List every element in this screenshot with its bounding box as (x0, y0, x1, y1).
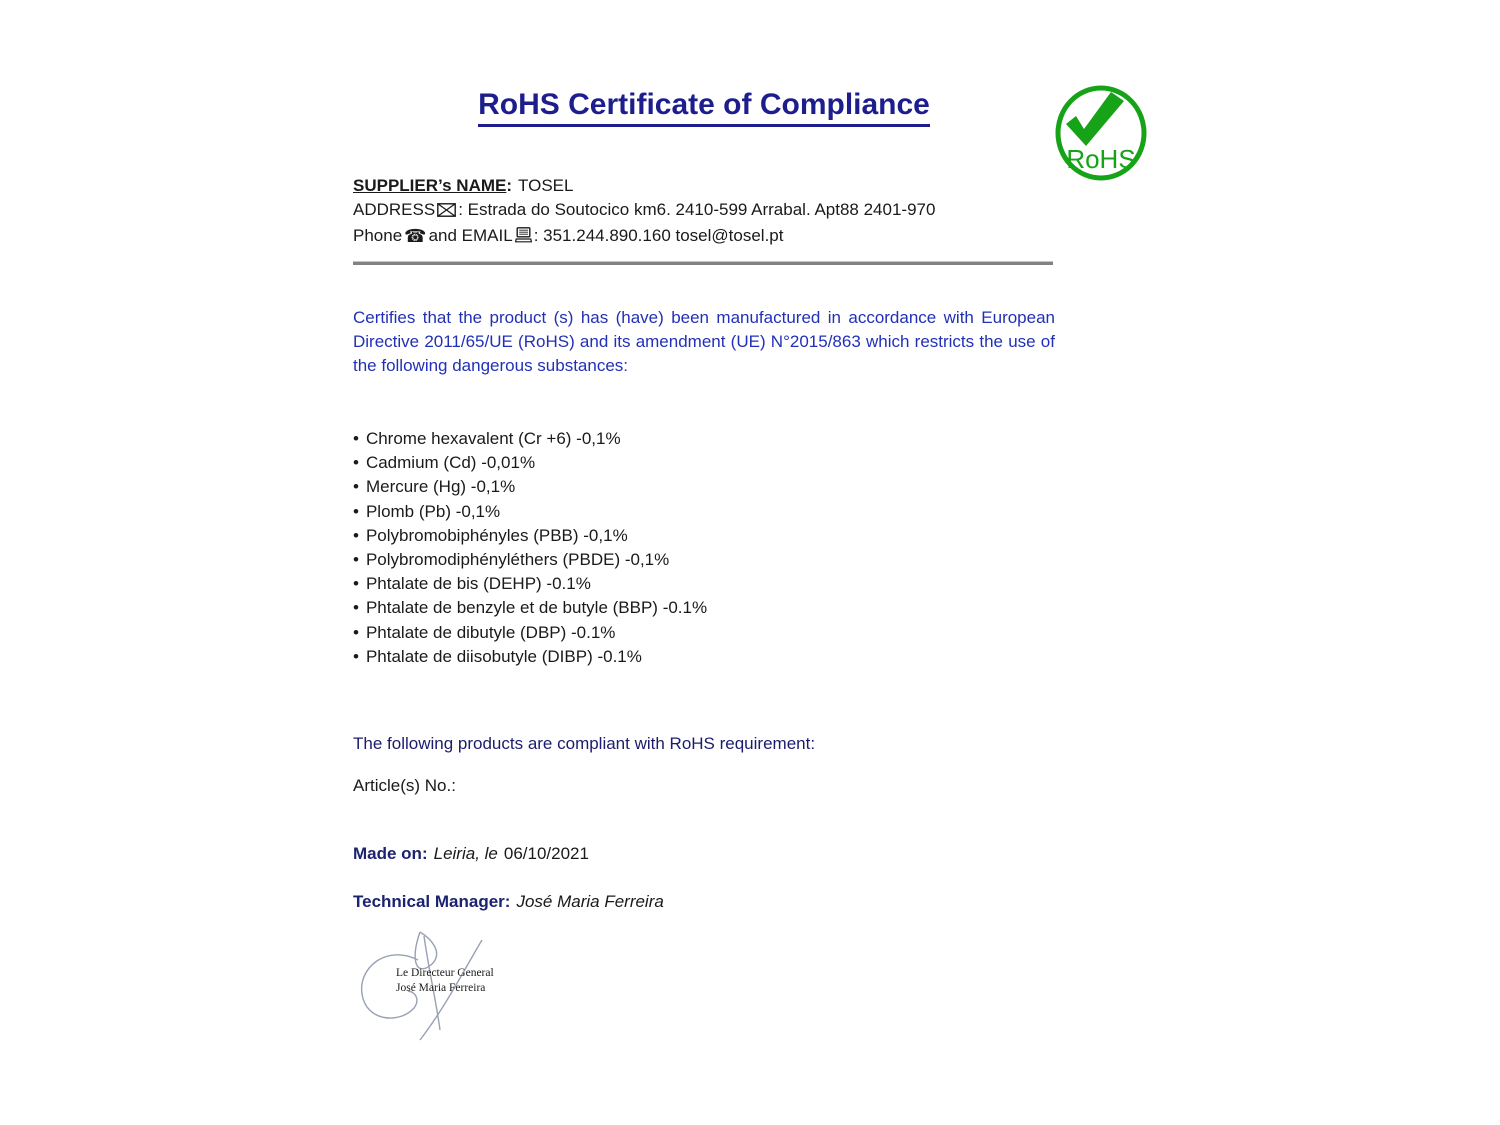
envelope-icon (437, 200, 456, 224)
certification-paragraph: Certifies that the product (s) has (have) been manufactured in accordance with European Directive 2011/65/UE (RoHS) and its amendment (UE) N°2015/863 which restricts the use of the following dangerous substances: (353, 308, 1055, 375)
page-title: RoHS Certificate of Compliance (478, 88, 930, 127)
made-on-label: Made on: (353, 844, 428, 863)
list-item: • Polybromodiphényléthers (PBDE) -0,1% (353, 548, 707, 572)
supplier-name-row (353, 174, 935, 198)
rohs-logo-graphic (1053, 84, 1149, 182)
list-item: • Phtalate de diisobutyle (DIBP) -0.1% (353, 645, 707, 669)
address-row (353, 198, 935, 224)
list-item: • Mercure (Hg) -0,1% (353, 475, 707, 499)
technical-manager-row (353, 892, 664, 912)
signature-text (396, 966, 494, 995)
made-on-place: Leiria, le (433, 844, 498, 863)
rohs-logo (1053, 84, 1149, 182)
list-item: • Polybromobiphényles (PBB) -0,1% (353, 524, 707, 548)
list-item: • Phtalate de dibutyle (DBP) -0.1% (353, 621, 707, 645)
made-on-date: 06/10/2021 (503, 844, 589, 863)
address-label: ADDRESS (353, 200, 436, 219)
made-on-row (353, 844, 589, 864)
list-item: • Phtalate de bis (DEHP) -0.1% (353, 572, 707, 596)
articles-label: Article(s) No.: (353, 776, 456, 795)
address-value: : Estrada do Soutocico km6. 2410-599 Arrabal. Apt88 2401-970 (458, 200, 936, 219)
supplier-name-value: TOSEL (518, 176, 574, 195)
contact-value: : 351.244.890.160 tosel@tosel.pt (533, 226, 784, 245)
email-label: and EMAIL (428, 226, 513, 245)
contact-row (353, 224, 935, 250)
list-item: • Phtalate de benzyle et de butyle (BBP) -0.1% (353, 596, 707, 620)
compliance-statement: The following products are compliant with RoHS requirement: (353, 734, 816, 753)
list-item: • Plomb (Pb) -0,1% (353, 500, 707, 524)
supplier-name-colon: : (506, 176, 513, 195)
phone-label: Phone (353, 226, 403, 245)
technical-manager-name: José Maria Ferreira (516, 892, 664, 911)
title-block (353, 88, 1055, 127)
substances-list (353, 427, 707, 669)
signature-line1: Le Directeur General (396, 967, 494, 979)
divider-line (353, 261, 1053, 265)
signature-line2: José Maria Ferreira (396, 981, 486, 994)
technical-manager-label: Technical Manager: (353, 892, 511, 911)
phone-icon: ☎ (404, 226, 427, 247)
computer-icon (515, 226, 532, 250)
list-item: • Cadmium (Cd) -0,01% (353, 451, 707, 475)
supplier-block (353, 174, 935, 250)
logo-label: RoHS (1066, 144, 1136, 174)
supplier-name-label: SUPPLIER’s NAME (353, 176, 507, 195)
list-item: • Chrome hexavalent (Cr +6) -0,1% (353, 427, 707, 451)
